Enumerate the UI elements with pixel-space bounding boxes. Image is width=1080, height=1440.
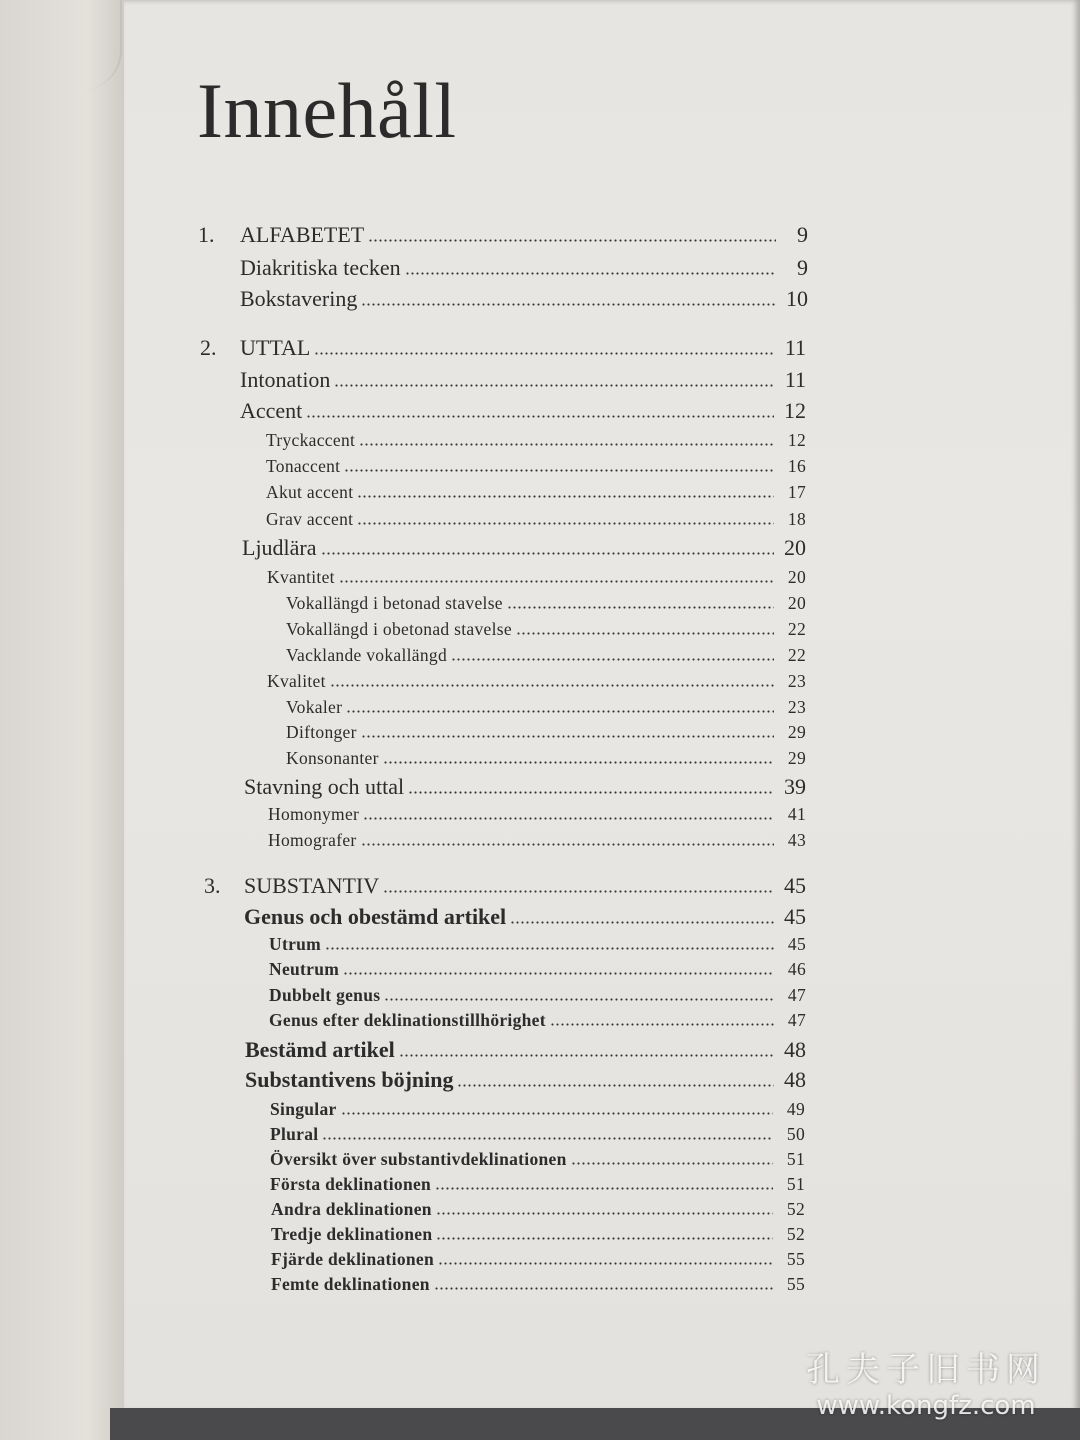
toc-entry-page: 18 <box>787 509 806 529</box>
toc-entry-label: Accent <box>240 398 303 423</box>
toc-entry-page: 51 <box>786 1174 805 1194</box>
toc-entry-page: 48 <box>784 1037 806 1062</box>
toc-entry-page: 17 <box>787 482 806 502</box>
toc-entry-label: Tredje deklinationen <box>271 1224 433 1244</box>
toc-entry <box>286 748 806 769</box>
chapter-number: 3. <box>204 873 221 898</box>
watermark-name: 孔夫子旧书网 <box>806 1350 1046 1390</box>
toc-entry-page: 9 <box>797 255 808 280</box>
dot-leader <box>325 946 774 950</box>
dot-leader <box>436 1211 773 1215</box>
toc-entry-label: Bokstavering <box>240 286 358 311</box>
toc-entry-page: 47 <box>787 985 806 1005</box>
dot-leader <box>322 1136 773 1140</box>
toc-entry-page: 29 <box>787 748 806 768</box>
dot-leader <box>435 1186 773 1190</box>
toc-entry <box>240 367 806 393</box>
toc-entry <box>271 1249 805 1270</box>
toc-entry-page: 39 <box>784 774 806 799</box>
toc-entry-page: 20 <box>784 535 806 560</box>
toc-entry-label: Kvantitet <box>267 567 335 587</box>
toc-entry-page: 12 <box>784 398 806 423</box>
toc-entry-label: Singular <box>270 1099 337 1119</box>
toc-entry-label: Genus och obestämd artikel <box>244 904 507 929</box>
toc-entry <box>245 1067 806 1093</box>
toc-entry-label: Tryckaccent <box>266 430 356 450</box>
toc-entry-page: 11 <box>784 335 806 360</box>
toc-entry <box>244 904 806 930</box>
toc-entry-page: 46 <box>787 959 806 979</box>
toc-entry <box>267 567 806 588</box>
dot-leader <box>399 1053 774 1057</box>
toc-entry-label: Utrum <box>269 934 322 954</box>
toc-entry <box>245 1037 806 1063</box>
toc-entry-label: SUBSTANTIV <box>244 873 380 898</box>
dot-leader <box>363 816 774 820</box>
toc-entry-page: 52 <box>786 1224 805 1244</box>
dot-leader <box>384 997 774 1001</box>
toc-entry-label: Konsonanter <box>286 748 379 768</box>
dot-leader <box>550 1022 774 1026</box>
toc-entry <box>266 509 806 530</box>
toc-entry <box>269 985 806 1006</box>
toc-entry-page: 20 <box>787 593 806 613</box>
toc-entry <box>271 1199 805 1220</box>
toc-entry-page: 45 <box>787 934 806 954</box>
toc-entry-page: 12 <box>787 430 806 450</box>
toc-entry <box>266 430 806 451</box>
watermark-url: www.kongfz.com <box>816 1391 1036 1421</box>
toc-entry <box>271 1274 805 1295</box>
toc-entry-label: Neutrum <box>269 959 340 979</box>
toc-entry-page: 29 <box>787 722 806 742</box>
dot-leader <box>405 271 776 275</box>
dot-leader <box>321 551 774 555</box>
toc-entry-page: 52 <box>786 1199 805 1219</box>
toc-entry-label: UTTAL <box>240 335 311 360</box>
toc-entry-page: 22 <box>787 645 806 665</box>
dot-leader <box>438 1261 773 1265</box>
toc-entry <box>286 593 806 614</box>
toc-entry-page: 23 <box>787 671 806 691</box>
left-page-edge <box>0 0 124 1440</box>
dot-leader <box>361 842 774 846</box>
dot-leader <box>306 414 774 418</box>
dot-leader <box>341 1111 773 1115</box>
toc-entry <box>270 1124 805 1145</box>
toc-entry-page: 49 <box>786 1099 805 1119</box>
toc-entry <box>268 804 806 825</box>
toc-entry-label: Intonation <box>240 367 331 392</box>
toc-entry <box>271 1224 805 1245</box>
toc-entry-page: 43 <box>787 830 806 850</box>
toc-entry <box>266 482 806 503</box>
dot-leader <box>436 1236 773 1240</box>
toc-entry-page: 55 <box>786 1274 805 1294</box>
toc-entry-page: 9 <box>797 222 808 247</box>
toc-entry <box>268 830 806 851</box>
dot-leader <box>357 521 774 525</box>
toc-entry <box>240 398 806 424</box>
toc-entry-page: 55 <box>786 1249 805 1269</box>
dot-leader <box>346 709 774 713</box>
dot-leader <box>330 683 774 687</box>
dot-leader <box>383 760 774 764</box>
toc-entry-label: Tonaccent <box>266 456 341 476</box>
toc-entry <box>270 1174 805 1195</box>
toc-entry <box>198 222 808 248</box>
dot-leader <box>339 579 774 583</box>
dot-leader <box>368 238 776 242</box>
toc-entry-page: 20 <box>787 567 806 587</box>
dot-leader <box>361 734 774 738</box>
toc-entry <box>240 286 808 312</box>
chapter-number: 1. <box>198 222 215 247</box>
toc-entry-label: Akut accent <box>266 482 354 502</box>
dot-leader <box>571 1161 773 1165</box>
toc-entry-page: 16 <box>787 456 806 476</box>
toc-entry-page: 50 <box>786 1124 805 1144</box>
toc-entry-label: Första deklinationen <box>270 1174 432 1194</box>
toc-entry-label: Stavning och uttal <box>244 774 405 799</box>
toc-entry-label: Vacklande vokallängd <box>286 645 448 665</box>
dot-leader <box>457 1083 774 1087</box>
toc-entry <box>267 671 806 692</box>
toc-entry-label: Vokaler <box>286 697 343 717</box>
toc-entry-label: Vokallängd i obetonad stavelse <box>286 619 512 639</box>
toc-entry-page: 47 <box>787 1010 806 1030</box>
toc-entry-page: 23 <box>787 697 806 717</box>
toc-entry <box>244 774 806 800</box>
toc-entry-label: Grav accent <box>266 509 354 529</box>
dot-leader <box>361 302 776 306</box>
toc-entry-label: Genus efter deklinationstillhörighet <box>269 1010 546 1030</box>
toc-entry <box>269 934 806 955</box>
toc-entry-label: Homonymer <box>268 804 360 824</box>
toc-entry <box>204 873 806 899</box>
dot-leader <box>334 383 774 387</box>
toc-entry <box>286 619 806 640</box>
watermark <box>806 1342 1046 1421</box>
dot-leader <box>434 1286 773 1290</box>
dot-leader <box>359 442 774 446</box>
toc-entry-page: 45 <box>784 873 806 898</box>
dot-leader <box>344 468 774 472</box>
toc-entry-label: Bestämd artikel <box>245 1037 395 1062</box>
toc-entry <box>270 1099 805 1120</box>
toc-entry-label: Andra deklinationen <box>271 1199 432 1219</box>
toc-entry-label: Dubbelt genus <box>269 985 381 1005</box>
toc-entry <box>286 722 806 743</box>
toc-entry-label: Översikt över substantivdeklinationen <box>270 1149 567 1169</box>
toc-entry-page: 22 <box>787 619 806 639</box>
dot-leader <box>383 889 774 893</box>
toc-entry-label: Substantivens böjning <box>245 1067 454 1092</box>
toc-entry-page: 45 <box>784 904 806 929</box>
toc-entry <box>270 1149 805 1170</box>
toc-entry-label: Vokallängd i betonad stavelse <box>286 593 503 613</box>
toc-entry <box>240 255 808 281</box>
toc-entry-page: 51 <box>786 1149 805 1169</box>
dot-leader <box>408 790 774 794</box>
dot-leader <box>343 971 774 975</box>
toc-entry-page: 11 <box>784 367 806 392</box>
dot-leader <box>516 631 774 635</box>
toc-entry-page: 48 <box>784 1067 806 1092</box>
dot-leader <box>357 494 774 498</box>
page-title: Innehåll <box>197 67 457 154</box>
toc-entry <box>286 697 806 718</box>
toc-entry-label: Femte deklinationen <box>271 1274 430 1294</box>
chapter-number: 2. <box>200 335 217 360</box>
toc-entry <box>269 1010 806 1031</box>
toc-entry <box>242 535 806 561</box>
dot-leader <box>510 920 774 924</box>
toc-entry-label: Plural <box>270 1124 319 1144</box>
toc-entry-label: ALFABETET <box>240 222 365 247</box>
toc-entry-label: Fjärde deklinationen <box>271 1249 435 1269</box>
toc-entry-label: Diakritiska tecken <box>240 255 401 280</box>
toc-entry <box>269 959 806 980</box>
toc-entry-page: 10 <box>786 286 808 311</box>
toc-entry-label: Homografer <box>268 830 357 850</box>
toc-entry <box>200 335 806 361</box>
toc-entry-label: Kvalitet <box>267 671 326 691</box>
toc-entry-label: Diftonger <box>286 722 357 742</box>
toc-entry-page: 41 <box>787 804 806 824</box>
dot-leader <box>507 605 774 609</box>
dot-leader <box>451 657 774 661</box>
toc-entry <box>286 645 806 666</box>
toc-entry-label: Ljudlära <box>242 535 317 560</box>
toc-entry <box>266 456 806 477</box>
dot-leader <box>314 351 774 355</box>
